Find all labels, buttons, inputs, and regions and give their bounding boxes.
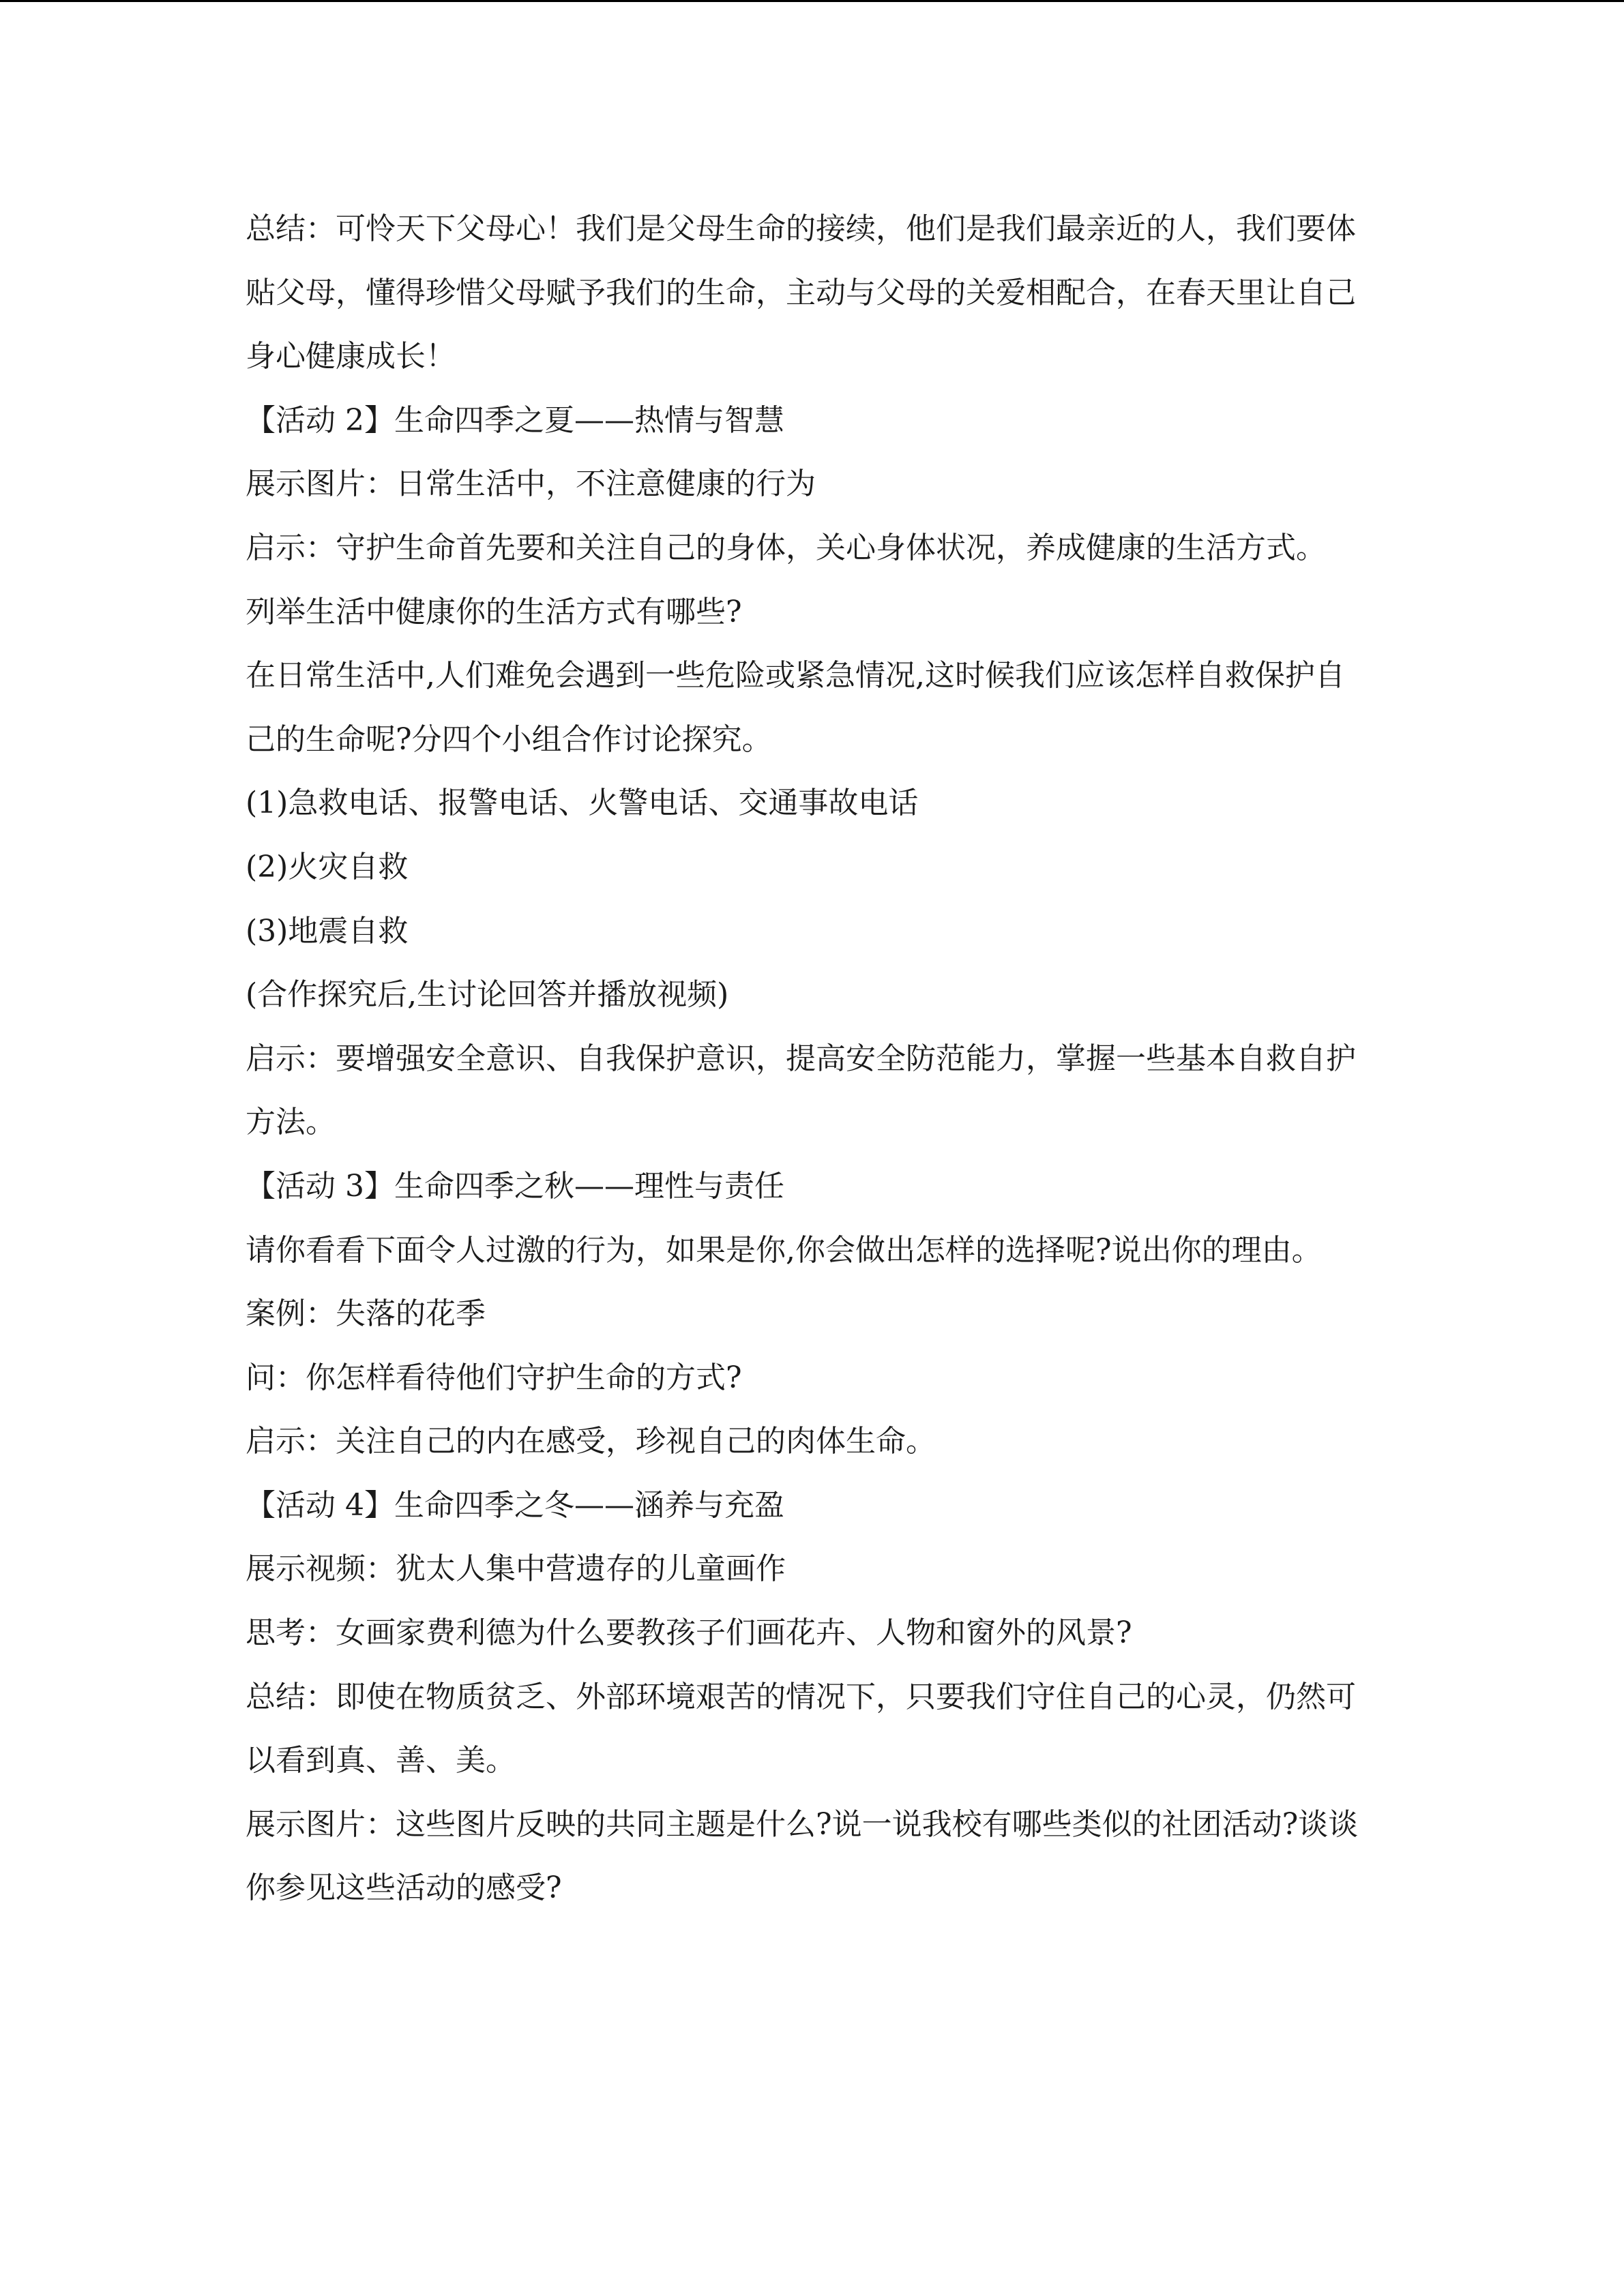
document-body <box>246 197 1364 1920</box>
extreme-behavior-question: 请你看看下面令人过激的行为，如果是你,你会做出怎样的选择呢?说出你的理由。 <box>246 1232 1322 1268</box>
show-video-children-paintings: 展示视频：犹太人集中营遗存的儿童画作 <box>246 1551 786 1587</box>
show-pictures-club-activities: 展示图片：这些图片反映的共同主题是什么?说一说我校有哪些类似的社团活动?谈谈你参见这些活动的感受? <box>246 1806 1359 1906</box>
discussion-video-note: (合作探究后,生讨论回答并播放视频) <box>246 977 729 1013</box>
summary-winter-paragraph: 总结：即使在物质贫乏、外部环境艰苦的情况下，只要我们守住自己的心灵，仍然可以看到真、善、美。 <box>246 1679 1356 1778</box>
list-healthy-lifestyle-question: 列举生活中健康你的生活方式有哪些? <box>246 594 742 629</box>
activity-2-heading: 【活动 2】生命四季之夏——热情与智慧 <box>246 402 784 438</box>
insight-health-paragraph: 启示：守护生命首先要和关注自己的身体，关心身体状况，养成健康的生活方式。 <box>246 530 1326 565</box>
list-item-earthquake-self-rescue: (3)地震自救 <box>246 913 409 949</box>
activity-4-heading: 【活动 4】生命四季之冬——涵养与充盈 <box>246 1487 784 1523</box>
self-rescue-discussion-paragraph: 在日常生活中,人们难免会遇到一些危险或紧急情况,这时候我们应该怎样自救保护自己的生命呢?分四个小组合作讨论探究。 <box>246 658 1345 757</box>
summary-spring-paragraph: 总结：可怜天下父母心！我们是父母生命的接续，他们是我们最亲近的人，我们要体贴父母，懂得珍惜父母赋予我们的生命，主动与父母的关爱相配合，在春天里让自己身心健康成长！ <box>246 211 1356 374</box>
top-border-line <box>0 0 1624 2</box>
insight-safety-paragraph: 启示：要增强安全意识、自我保护意识，提高安全防范能力，掌握一些基本自救自护方法。 <box>246 1041 1356 1140</box>
show-pictures-unhealthy-behavior: 展示图片：日常生活中，不注意健康的行为 <box>246 466 816 502</box>
list-item-emergency-phones: (1)急救电话、报警电话、火警电话、交通事故电话 <box>246 786 919 821</box>
case-lost-season: 案例：失落的花季 <box>246 1296 486 1332</box>
insight-inner-feelings: 启示：关注自己的内在感受，珍视自己的肉体生命。 <box>246 1424 936 1459</box>
question-protect-life: 问：你怎样看待他们守护生命的方式? <box>246 1360 742 1395</box>
activity-3-heading: 【活动 3】生命四季之秋——理性与责任 <box>246 1168 784 1204</box>
think-painter-question: 思考：女画家费利德为什么要教孩子们画花卉、人物和窗外的风景? <box>246 1615 1132 1651</box>
list-item-fire-self-rescue: (2)火灾自救 <box>246 849 409 884</box>
